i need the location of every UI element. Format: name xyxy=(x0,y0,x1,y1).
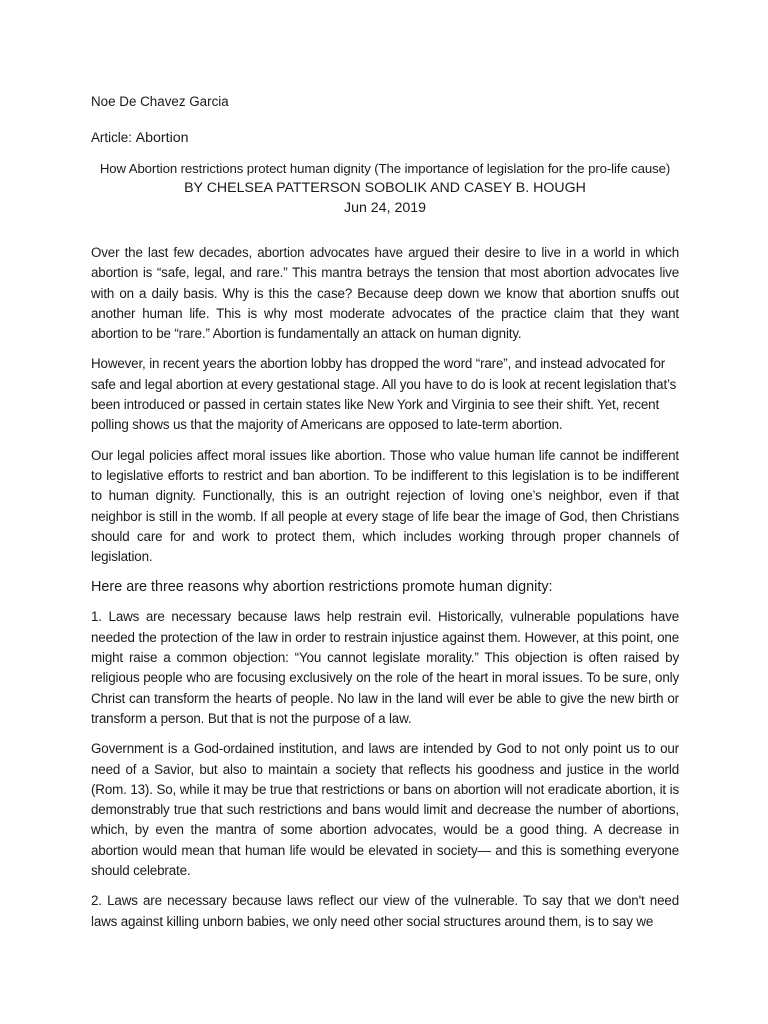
author-name: Noe De Chavez Garcia xyxy=(91,94,229,109)
paragraph-legal-policies: Our legal policies affect moral issues like abortion. Those who value human life cannot be indifferent to legislative efforts to restrict and ban abortion. To be indifferent to this legislation is to be indifferent to human dignity. Functionally, this is an outright rejection of loving one’s neighbor, even if that neighbor is still in the womb. If all people at every stage of life bear the image of God, then Christians should care for and work to protect them, which includes working through proper channels of legislation. xyxy=(91,447,679,565)
document-page xyxy=(91,92,679,942)
article-label: Article: xyxy=(91,130,136,145)
article-line xyxy=(91,128,679,148)
reason-1-paragraph: 1. Laws are necessary because laws help restrain evil. Historically, vulnerable populations have needed the protection of the law in order to restrain injustice against them. However, at this point, one might raise a common objection: “You cannot legislate morality.” This objection is often raised by religious people who are focusing exclusively on the role of the heart in moral issues. To be sure, only Christ can transform the hearts of people. No law in the land will ever be able to give the new birth or transform a person. But that is not the purpose of a law. xyxy=(91,609,679,726)
paragraph-lobby: However, in recent years the abortion lobby has dropped the word “rare”, and instead advocated for safe and legal abortion at every gestational stage. All you have to do is look at recent legislation that’s been introduced or passed in certain states like New York and Virginia to see their shift. Yet, recent polling shows us that the majority of Americans are opposed to late-term abortion. xyxy=(91,356,677,433)
article-headline: How Abortion restrictions protect human dignity (The importance of legislation for the pro-life cause) xyxy=(99,161,671,176)
article-date: Jun 24, 2019 xyxy=(343,200,427,216)
section-heading: Here are three reasons why abortion restrictions promote human dignity: xyxy=(91,579,553,596)
article-topic: Abortion xyxy=(135,130,189,146)
government-paragraph: Government is a God-ordained institution, and laws are intended by God to not only point us to our need of a Savior, but also to maintain a society that reflects his goodness and justice in the world (Rom. 13). So, while it may be true that restrictions or bans on abortion will not eradicate abortion, it is demonstrably true that such restrictions and bans would limit and decrease the number of abortions, which, by even the mantra of some abortion advocates, would be a good thing. A decrease in abortion would mean that human life would be elevated in society— and this is something everyone should celebrate. xyxy=(91,741,679,879)
article-byline: BY CHELSEA PATTERSON SOBOLIK AND CASEY B. HOUGH xyxy=(184,180,586,196)
reason-2-paragraph: 2. Laws are necessary because laws reflect our view of the vulnerable. To say that we don't need laws against killing unborn babies, we only need other social structures around them, is to say we xyxy=(91,893,679,929)
paragraph-intro: Over the last few decades, abortion advocates have argued their desire to live in a world in which abortion is “safe, legal, and rare.” This mantra betrays the tension that most abortion advocates live with on a daily basis. Why is this the case? Because deep down we know that abortion snuffs out another human life. This is why most moderate advocates of the practice claim that they want abortion to be “rare.” Abortion is fundamentally an attack on human dignity. xyxy=(91,245,679,342)
